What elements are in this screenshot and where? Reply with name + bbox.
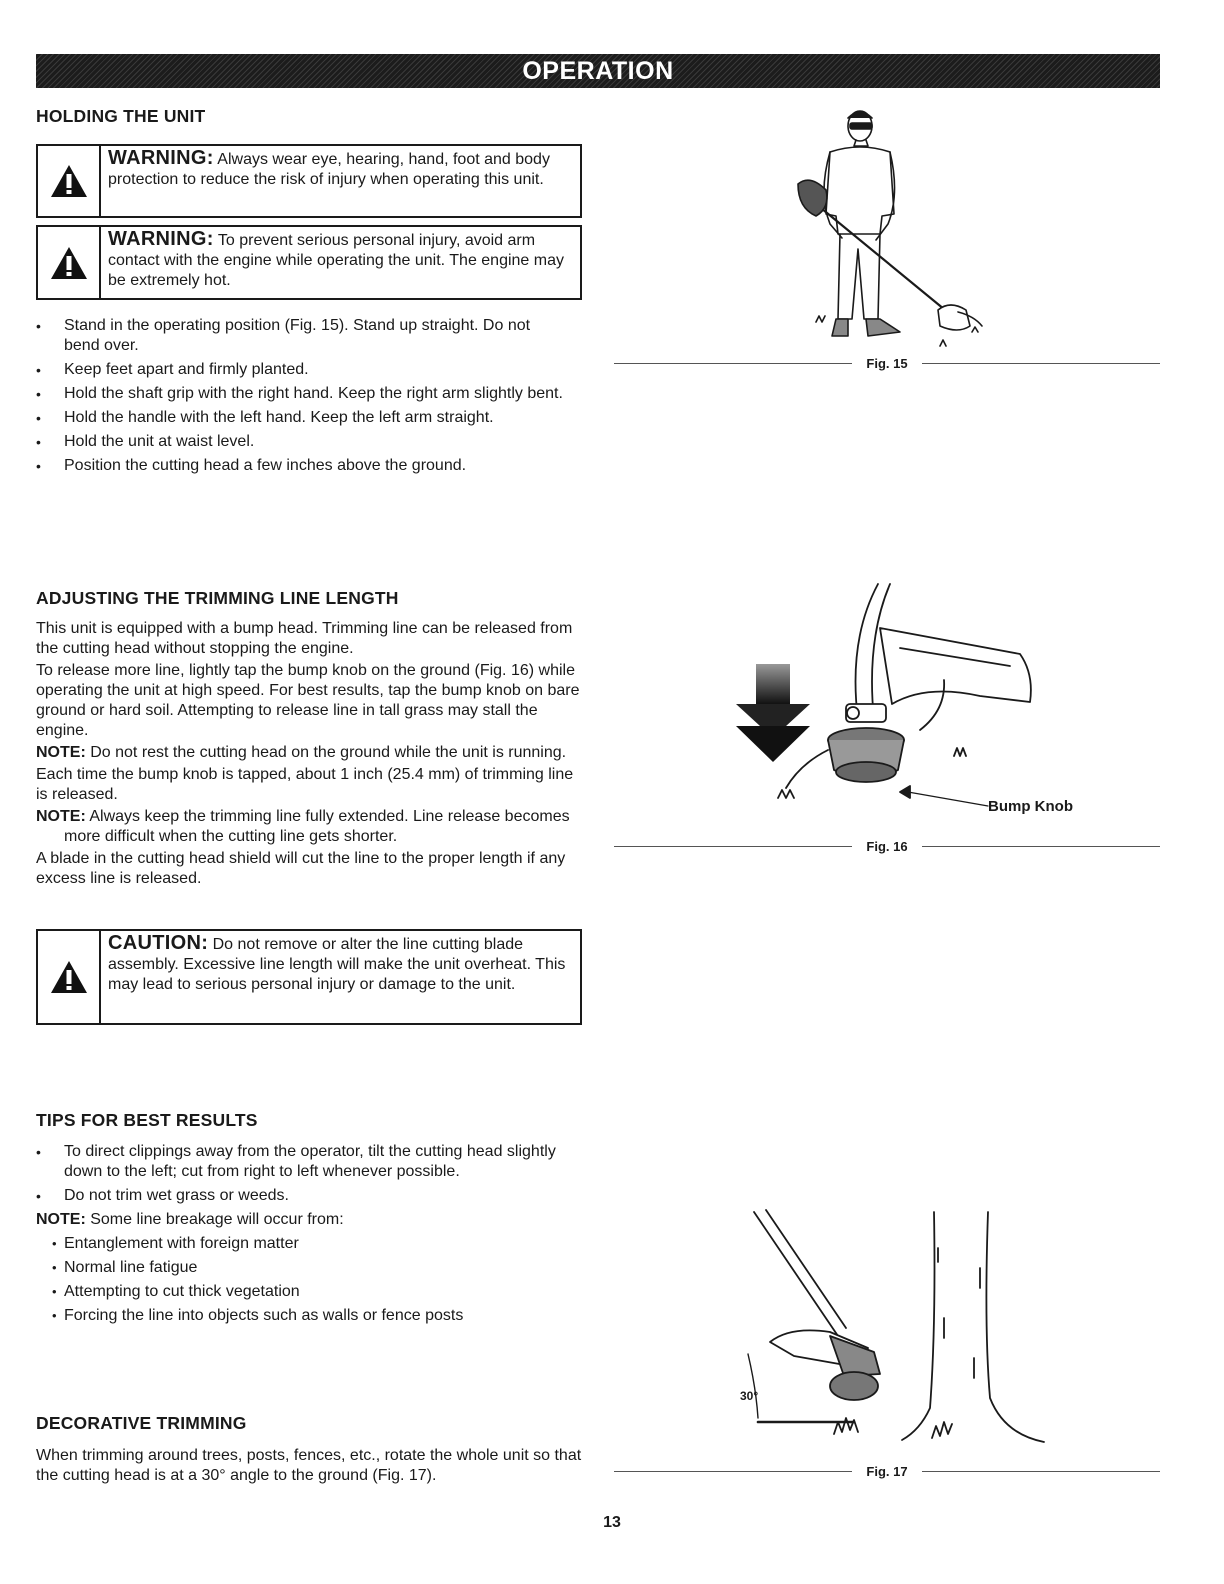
caption-rule — [614, 363, 852, 364]
paragraph: When trimming around trees, posts, fences, etc., rotate the whole unit so that the cutting head is at a 30° angle to the ground (Fig. 17). — [36, 1447, 582, 1484]
caution-box-line-blade — [36, 929, 582, 1025]
list-item: • Hold the handle with the left hand. Keep the left arm straight. — [36, 408, 566, 428]
caution-text — [101, 931, 580, 1023]
warning-box-engine-hot — [36, 225, 582, 300]
heading-holding-the-unit: HOLDING THE UNIT — [36, 106, 206, 126]
heading-adjusting-line-length: ADJUSTING THE TRIMMING LINE LENGTH — [36, 588, 399, 608]
list-item: • Hold the unit at waist level. — [36, 432, 566, 452]
warning-triangle-icon — [38, 146, 101, 216]
paragraph: A blade in the cutting head shield will cut the line to the proper length if any excess line is released. — [36, 850, 566, 887]
paragraph: Each time the bump knob is tapped, about 1 inch (25.4 mm) of trimming line is released. — [36, 766, 574, 803]
paragraph: To release more line, lightly tap the bump knob on the ground (Fig. 16) while operating the unit at high speed. For best results, tap the bump knob on bare ground or hard soil. Attempting to release line in tall grass may stall the engine. — [36, 662, 580, 739]
warning-triangle-icon — [38, 931, 101, 1023]
fig16-caption — [614, 836, 1160, 856]
list-item: • Do not trim wet grass or weeds. — [36, 1186, 584, 1206]
fig17-decorative-trim-illustration — [734, 1208, 1054, 1458]
figure-label: Fig. 15 — [866, 355, 908, 371]
paragraph: This unit is equipped with a bump head. Trimming line can be released from the cutting head without stopping the engine. — [36, 620, 573, 657]
list-item: • Forcing the line into objects such as walls or fence posts — [52, 1306, 584, 1326]
angle-label: 30° — [740, 1389, 759, 1403]
bump-knob-callout: Bump Knob — [988, 798, 1073, 815]
note-label: NOTE: — [36, 808, 86, 825]
warning-box-protection — [36, 144, 582, 218]
note — [36, 807, 586, 847]
note — [36, 743, 586, 763]
page-number: 13 — [603, 1514, 621, 1531]
figure-label: Fig. 16 — [866, 838, 908, 854]
caption-rule — [922, 1471, 1160, 1472]
fig15-caption — [614, 353, 1160, 373]
down-arrow-icon — [736, 664, 810, 762]
section-banner: OPERATION — [36, 54, 1160, 88]
note-text: Some line breakage will occur from: — [85, 1211, 344, 1228]
warning-triangle-icon — [38, 227, 101, 298]
caution-message: Do not remove or alter the line cutting blade assembly. Excessive line length will make the unit overheat. This may lead to serious personal injury or damage to the unit. — [108, 936, 566, 993]
fig17-caption — [614, 1461, 1160, 1481]
tips-bullet-list — [36, 1142, 584, 1206]
caption-rule — [614, 1471, 852, 1472]
list-item: • Normal line fatigue — [52, 1258, 584, 1278]
caption-rule — [922, 363, 1160, 364]
holding-bullet-list — [36, 316, 566, 480]
caption-rule — [614, 846, 852, 847]
heading-decorative-trimming: DECORATIVE TRIMMING — [36, 1413, 247, 1433]
warning-text — [101, 146, 580, 216]
caution-keyword: CAUTION: — [108, 932, 209, 954]
list-item: • Stand in the operating position (Fig. 15). Stand up straight. Do not bend over. — [36, 316, 566, 356]
warning-message: To prevent serious personal injury, avoid arm contact with the engine while operating the unit. The engine may be extremely hot. — [108, 232, 564, 289]
warning-keyword: WARNING: — [108, 228, 214, 250]
note-text: Always keep the trimming line fully extended. Line release becomes more difficult when the cutting line gets shorter. — [64, 808, 570, 845]
list-item: • Attempting to cut thick vegetation — [52, 1282, 584, 1302]
tips-body — [36, 1142, 584, 1330]
heading-tips-for-best-results: TIPS FOR BEST RESULTS — [36, 1110, 258, 1130]
fig15-operator-illustration — [790, 104, 1000, 354]
warning-text — [101, 227, 580, 298]
figure-label: Fig. 17 — [866, 1463, 908, 1479]
list-item: • To direct clippings away from the operator, tilt the cutting head slightly down to the left; cut from right to left whenever possible. — [36, 1142, 584, 1182]
list-item: • Hold the shaft grip with the right hand. Keep the right arm slightly bent. — [36, 384, 566, 404]
list-item: • Position the cutting head a few inches above the ground. — [36, 456, 566, 476]
note-label: NOTE: — [36, 744, 86, 761]
fig16-bump-head-illustration — [730, 580, 1060, 810]
caption-rule — [922, 846, 1160, 847]
note — [36, 1210, 584, 1230]
adjusting-body — [36, 619, 586, 889]
warning-message: Always wear eye, hearing, hand, foot and body protection to reduce the risk of injury when operating this unit. — [108, 151, 550, 188]
list-item: • Entanglement with foreign matter — [52, 1234, 584, 1254]
note-label: NOTE: — [36, 1211, 86, 1228]
breakage-causes-list — [52, 1234, 584, 1326]
note-text: Do not rest the cutting head on the ground while the unit is running. — [85, 744, 567, 761]
list-item: • Keep feet apart and firmly planted. — [36, 360, 566, 380]
warning-keyword: WARNING: — [108, 147, 214, 169]
